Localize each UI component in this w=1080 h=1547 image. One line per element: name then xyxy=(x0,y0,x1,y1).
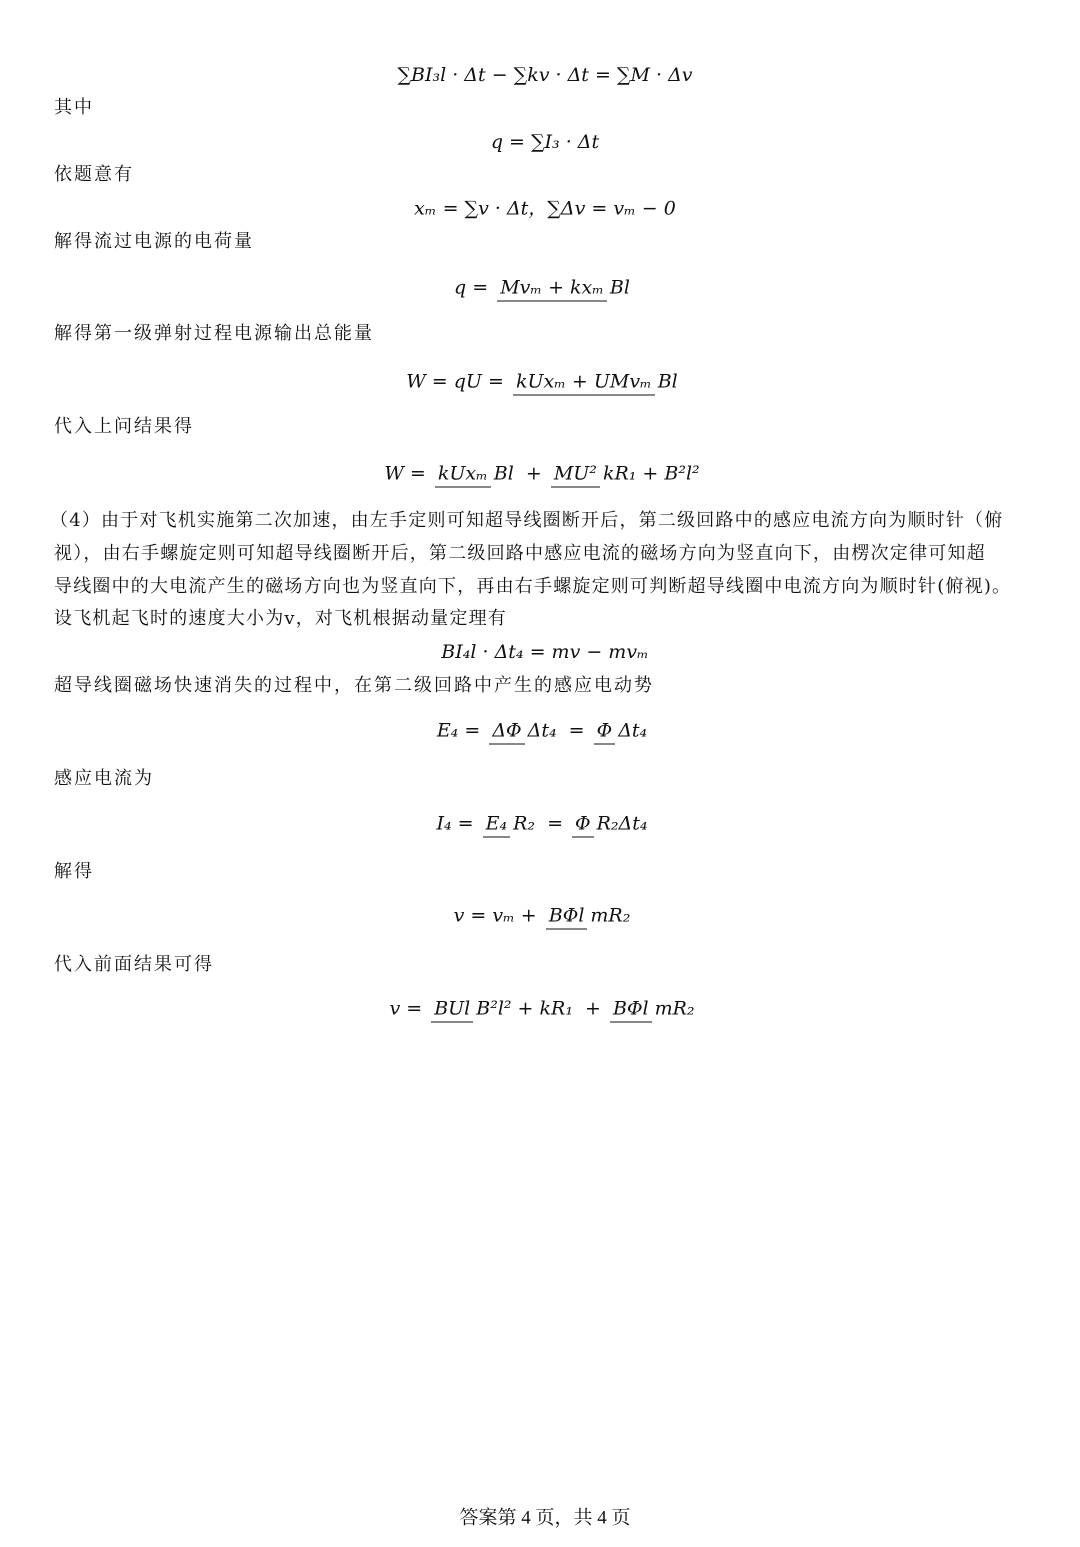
numerator: BΦl xyxy=(610,998,652,1023)
operator: = xyxy=(547,812,563,835)
denominator: Δt₄ xyxy=(527,719,557,742)
equation-energy xyxy=(0,370,1080,393)
fraction xyxy=(594,720,651,742)
equation-momentum-sum: ∑BI₃l · Δt − ∑kv · Δt = ∑M · Δv xyxy=(397,64,693,86)
numerator: ΔΦ xyxy=(489,720,524,745)
fraction xyxy=(489,720,559,742)
numerator: E₄ xyxy=(483,813,511,838)
paragraph-line: 导线圈中的大电流产生的磁场方向也为竖直向下，再由右手螺旋定则可判断超导线圈中电流方向为顺时针(俯视)。 xyxy=(54,576,1012,597)
text-line: 超导线圈磁场快速消失的过程中，在第二级回路中产生的感应电动势 xyxy=(54,675,654,696)
fraction xyxy=(497,277,633,299)
equation-emf xyxy=(0,719,1080,742)
denominator: Bl xyxy=(493,462,514,485)
operator: + xyxy=(525,462,542,485)
operator: = xyxy=(568,719,585,742)
text-line: 代入前面结果可得 xyxy=(54,954,214,975)
equation-energy-result xyxy=(0,462,1080,485)
fraction xyxy=(513,371,681,393)
fraction xyxy=(483,813,538,835)
paragraph-line: 设飞机起飞时的速度大小为v，对飞机根据动量定理有 xyxy=(54,608,507,629)
equation-charge xyxy=(0,276,1080,299)
denominator: mR₂ xyxy=(654,997,695,1020)
equation-charge-sum: q = ∑I₃ · Δt xyxy=(490,131,600,153)
fraction xyxy=(610,998,698,1020)
fraction xyxy=(572,813,650,835)
lhs: W = qU = xyxy=(406,370,504,393)
denominator: B²l² + kR₁ xyxy=(476,997,573,1020)
equation-velocity-result xyxy=(0,997,1080,1020)
fraction xyxy=(435,463,517,485)
paragraph-line: 视），由右手螺旋定则可知超导线圈断开后，第二级回路中感应电流的磁场方向为竖直向下，由楞次定律可知超 xyxy=(54,543,986,564)
lhs: v = xyxy=(389,997,423,1020)
denominator: Bl xyxy=(609,276,630,299)
denominator: R₂Δt₄ xyxy=(596,812,648,835)
equation-current xyxy=(0,812,1080,835)
page-footer: 答案第 4 页，共 4 页 xyxy=(459,1507,631,1529)
fraction xyxy=(546,905,634,927)
text-line: 感应电流为 xyxy=(54,768,154,789)
numerator: BΦl xyxy=(546,905,588,930)
lhs: v = vₘ + xyxy=(453,904,537,927)
numerator: BUl xyxy=(431,998,473,1023)
equation-impulse: BI₄l · Δt₄ = mv − mvₘ xyxy=(441,641,649,663)
numerator: Φ xyxy=(594,720,616,745)
equation-velocity xyxy=(0,904,1080,927)
denominator: Δt₄ xyxy=(618,719,648,742)
equation-displacement: xₘ = ∑v · Δt，∑Δv = vₘ − 0 xyxy=(414,197,676,220)
numerator: MU² xyxy=(551,463,600,488)
lhs: q = xyxy=(454,276,489,299)
operator: + xyxy=(585,997,601,1020)
denominator: R₂ xyxy=(513,812,536,835)
paragraph-line: （4）由于对飞机实施第二次加速，由左手定则可知超导线圈断开后，第二级回路中的感应电流方向为顺时针（俯 xyxy=(50,510,1004,531)
lhs: I₄ = xyxy=(436,812,474,835)
numerator: Φ xyxy=(572,813,594,838)
numerator: kUxₘ + UMvₘ xyxy=(513,371,655,396)
text-line: 其中 xyxy=(54,97,94,118)
lhs: E₄ = xyxy=(436,719,481,742)
numerator: Mvₘ + kxₘ xyxy=(497,277,607,302)
denominator: kR₁ + B²l² xyxy=(602,462,700,485)
text-line: 解得 xyxy=(54,861,94,882)
text-line: 解得流过电源的电荷量 xyxy=(54,231,254,252)
text-line: 解得第一级弹射过程电源输出总能量 xyxy=(54,323,374,344)
fraction xyxy=(431,998,576,1020)
text-line: 代入上问结果得 xyxy=(54,416,194,437)
denominator: Bl xyxy=(657,370,678,393)
numerator: kUxₘ xyxy=(435,463,491,488)
denominator: mR₂ xyxy=(590,904,631,927)
fraction xyxy=(551,463,703,485)
lhs: W = xyxy=(384,462,426,485)
text-line: 依题意有 xyxy=(54,164,134,185)
